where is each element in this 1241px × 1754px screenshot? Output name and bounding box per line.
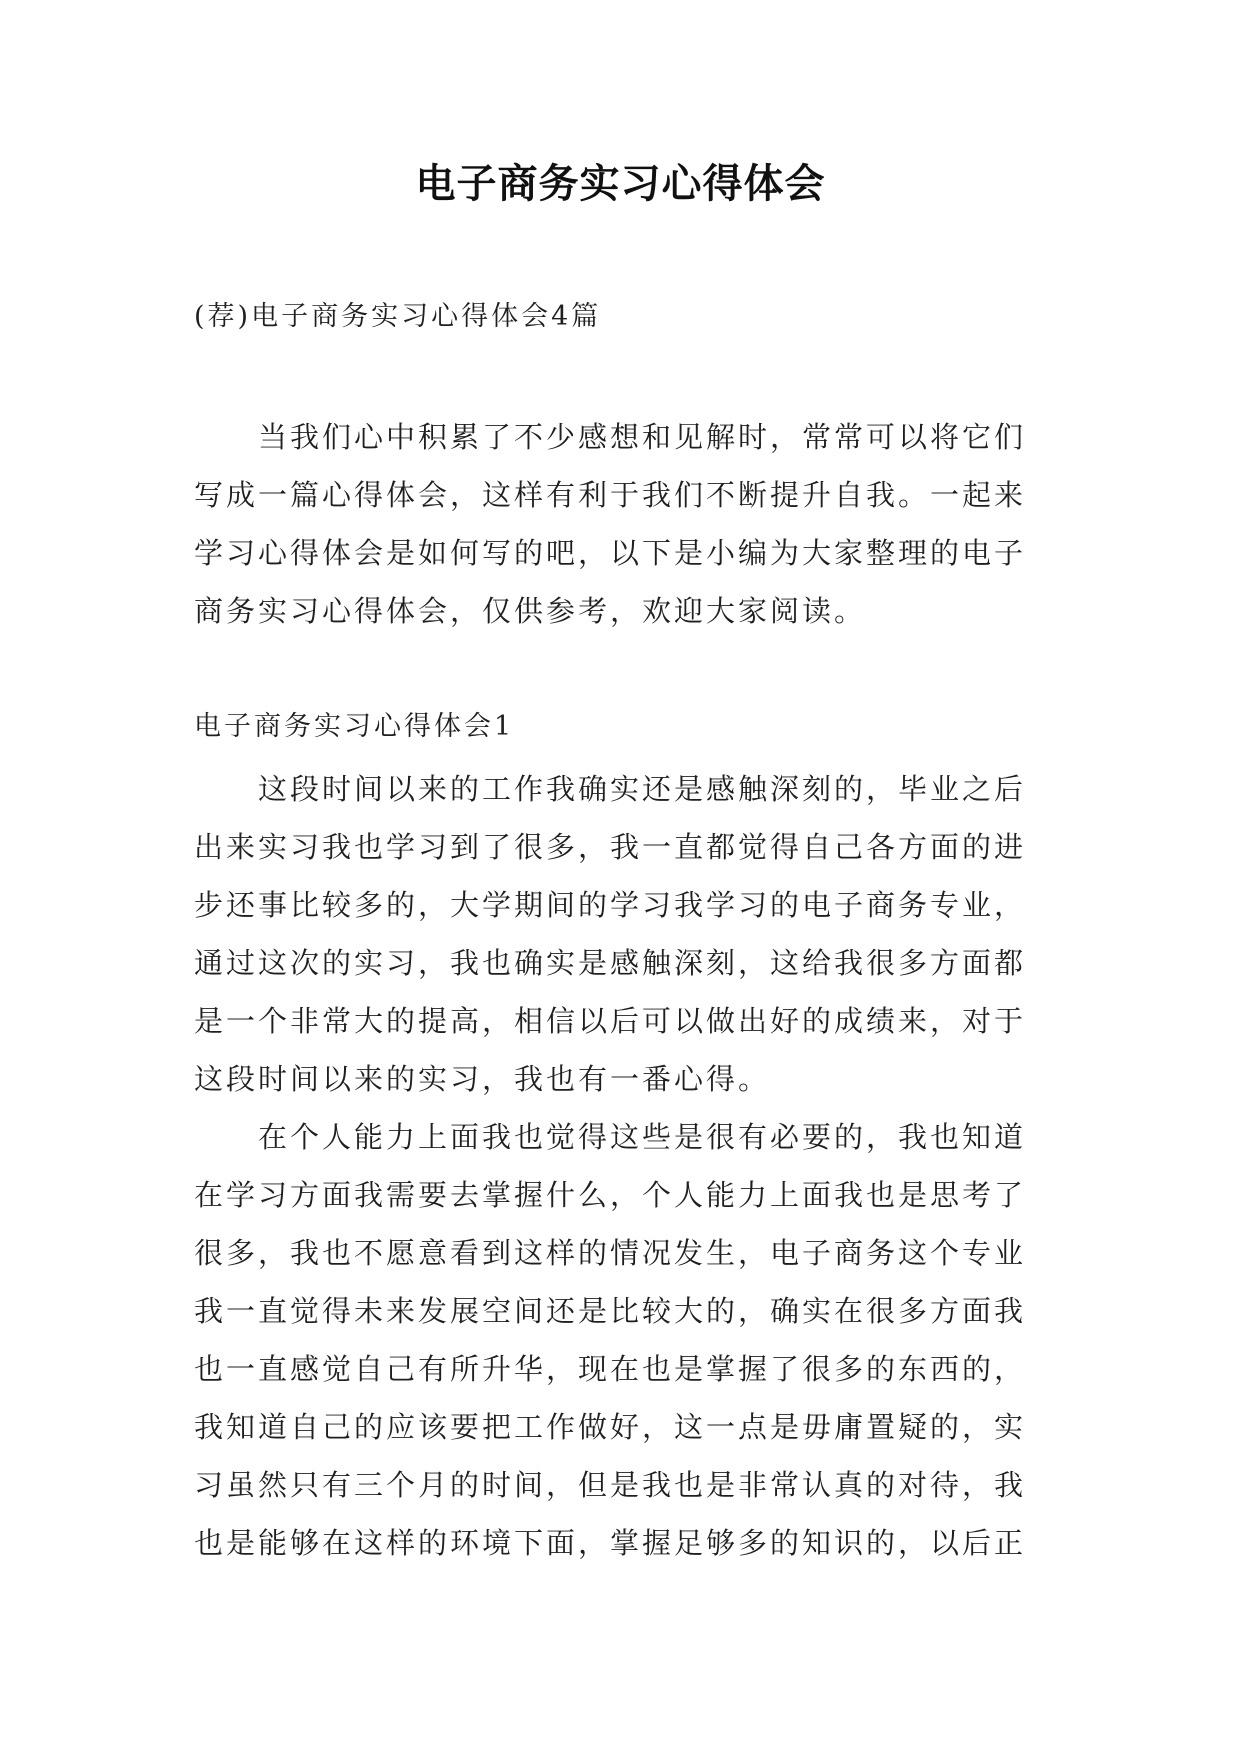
paragraph-line: 习虽然只有三个月的时间，但是我也是非常认真的对待，我 <box>194 1468 1027 1502</box>
paragraph-line: 通过这次的实习，我也确实是感触深刻，这给我很多方面都 <box>194 946 1027 980</box>
paragraph-line: 也是能够在这样的环境下面，掌握足够多的知识的，以后正 <box>194 1526 1027 1560</box>
document-subtitle: (荐)电子商务实习心得体会4篇 <box>194 301 602 332</box>
section-body <box>194 760 1054 1572</box>
section-heading: 电子商务实习心得体会1 <box>194 711 515 742</box>
body-paragraph <box>194 1108 1054 1572</box>
paragraph-line: 这段时间以来的实习，我也有一番心得。 <box>194 1062 771 1096</box>
intro-line: 写成一篇心得体会，这样有利于我们不断提升自我。一起来 <box>194 478 1027 512</box>
body-paragraph <box>194 760 1054 1108</box>
paragraph-line: 在学习方面我需要去掌握什么，个人能力上面我也是思考了 <box>194 1178 1027 1212</box>
intro-line: 当我们心中积累了不少感想和见解时，常常可以将它们 <box>258 420 1027 454</box>
paragraph-line: 也一直感觉自己有所升华，现在也是掌握了很多的东西的， <box>194 1352 1027 1386</box>
paragraph-line: 很多，我也不愿意看到这样的情况发生，电子商务这个专业 <box>194 1236 1027 1270</box>
paragraph-line: 这段时间以来的工作我确实还是感触深刻的，毕业之后 <box>258 772 1027 806</box>
paragraph-line: 步还事比较多的，大学期间的学习我学习的电子商务专业， <box>194 888 1027 922</box>
paragraph-line: 我知道自己的应该要把工作做好，这一点是毋庸置疑的，实 <box>194 1410 1027 1444</box>
document-title: 电子商务实习心得体会 <box>415 160 826 207</box>
intro-line: 商务实习心得体会，仅供参考，欢迎大家阅读。 <box>194 594 867 628</box>
intro-line: 学习心得体会是如何写的吧，以下是小编为大家整理的电子 <box>194 536 1027 570</box>
paragraph-line: 在个人能力上面我也觉得这些是很有必要的，我也知道 <box>258 1120 1027 1154</box>
intro-paragraph <box>194 408 1054 640</box>
paragraph-line: 我一直觉得未来发展空间还是比较大的，确实在很多方面我 <box>194 1294 1027 1328</box>
paragraph-line: 是一个非常大的提高，相信以后可以做出好的成绩来，对于 <box>194 1004 1027 1038</box>
paragraph-line: 出来实习我也学习到了很多，我一直都觉得自己各方面的进 <box>194 830 1027 864</box>
